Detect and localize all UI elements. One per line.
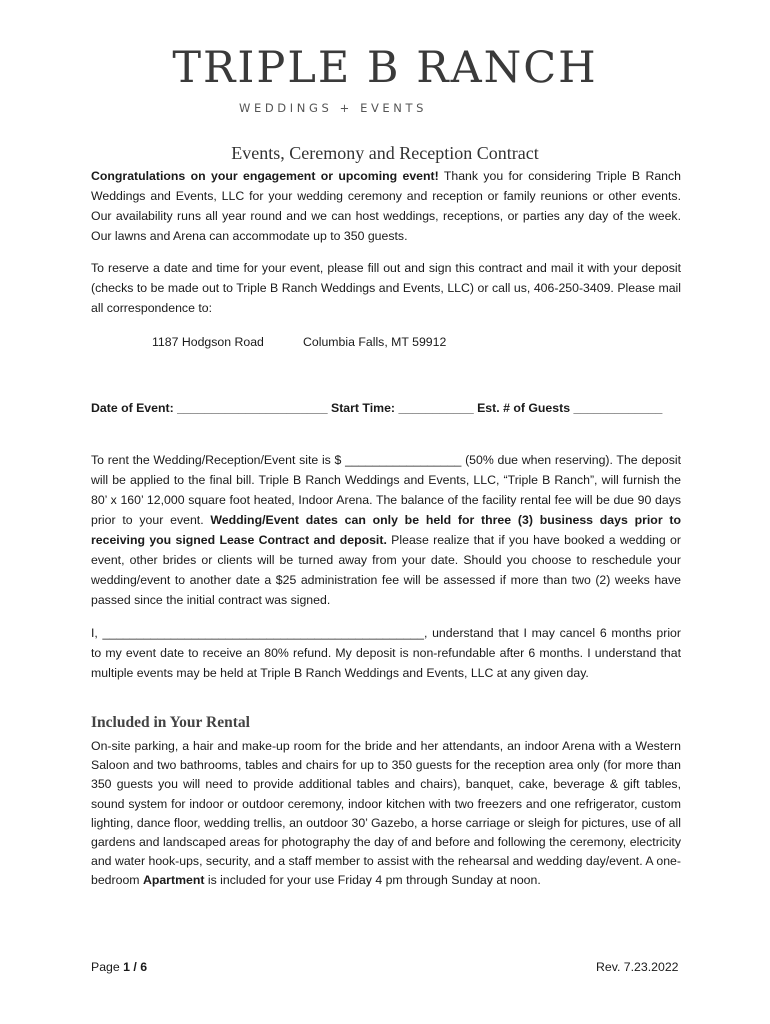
mailing-address bbox=[152, 332, 447, 352]
logo-tagline: WEDDINGS + EVENTS bbox=[239, 101, 428, 115]
start-blank[interactable]: ___________ bbox=[398, 401, 474, 415]
address-city: Columbia Falls, MT 59912 bbox=[303, 335, 447, 349]
intro-paragraph bbox=[91, 166, 681, 246]
included-heading: Included in Your Rental bbox=[91, 714, 250, 731]
revision-date: Rev. 7.23.2022 bbox=[596, 960, 679, 974]
rent-paragraph bbox=[91, 450, 681, 610]
page-separator: / bbox=[129, 960, 141, 974]
page-current: 1 bbox=[123, 960, 130, 974]
logo-name: TRIPLE B RANCH bbox=[172, 43, 598, 93]
included-paragraph bbox=[91, 737, 681, 891]
included-bold: Apartment bbox=[142, 873, 205, 888]
page-label: Page bbox=[91, 960, 124, 974]
intro-text: Thank you for considering Triple B Ranch Weddings and Events, LLC for your wedding ceremony and reception or family reunions or other events. Our availability runs all year round and we can host weddings, receptions, or parties any day of the week. Our lawns and Arena can accommodate up to 350 guests. bbox=[91, 169, 681, 243]
cancel-paragraph: I, _______________________________________________, understand that I may cancel 6 months prior to my event date to receive an 80% refund. My deposit is non-refundable after 6 months. I understand that multiple events may be held at Triple B Ranch Weddings and Events, LLC at any given day. bbox=[91, 626, 681, 680]
intro-bold: Congratulations on your engagement or upcoming event! bbox=[91, 169, 439, 183]
document-title: Events, Ceremony and Reception Contract bbox=[231, 143, 539, 163]
page-number bbox=[91, 960, 147, 974]
address-street: 1187 Hodgson Road bbox=[152, 335, 264, 349]
event-fields bbox=[91, 398, 662, 418]
logo bbox=[0, 40, 770, 115]
date-blank[interactable]: ______________________ bbox=[177, 401, 328, 415]
reserve-paragraph: To reserve a date and time for your event, please fill out and sign this contract and mail it with your deposit (checks to be made out to Triple B Ranch Weddings and Events, LLC) or call us, 406-250-3409. Please mail all correspondence to: bbox=[91, 261, 681, 315]
guests-label: Est. # of Guests bbox=[477, 401, 571, 415]
guests-blank[interactable]: _____________ bbox=[573, 401, 663, 415]
page-total: 6 bbox=[140, 960, 148, 974]
rent-text-1: To rent the Wedding/Reception/Event site is $ _________________ (50% due when reserving). The deposit will be applied to the final bill. Triple B Ranch Weddings and Events, LLC, “Triple B Ranch”, will furnish the 80’ x 160’ 12,000 square foot heated, Indoor Arena. The balance of the facility rental fee will be due 90 days prior to your event. bbox=[91, 453, 681, 527]
rent-bold: Wedding/Event dates can only be held for three (3) business days prior to receiving you signed Lease Contract and deposit. bbox=[91, 513, 681, 547]
start-label: Start Time: bbox=[331, 401, 396, 415]
date-label: Date of Event: bbox=[91, 401, 174, 415]
included-text-2: is included for your use Friday 4 pm through Sunday at noon. bbox=[204, 873, 541, 888]
rent-text-2: Please realize that if you have booked a wedding or event, other brides or clients will be turned away from your date. Should you choose to reschedule your wedding/event to another date a $25 administration fee will be assessed if more than two (2) weeks have passed since the initial contract was signed. bbox=[91, 533, 681, 607]
included-text-1: On-site parking, a hair and make-up room for the bride and her attendants, an indoor Arena with a Western Saloon and two bathrooms, tables and chairs for up to 350 guests for the reception area only (for more than 350 guests you will need to provide additional tables and chairs), banquet, cake, beverage & gift tables, sound system for indoor or outdoor ceremony, indoor kitchen with two freezers and one refrigerator, custom lighting, dance floor, wedding trellis, an outdoor 30’ Gazebo, a horse carriage or sleigh for pictures, use of all gardens and landscaped areas for photography the day of and before and following the ceremony, electricity and water hook-ups, security, and a staff member to assist with the rehearsal and wedding day/event. A one-bedroom bbox=[91, 739, 681, 888]
